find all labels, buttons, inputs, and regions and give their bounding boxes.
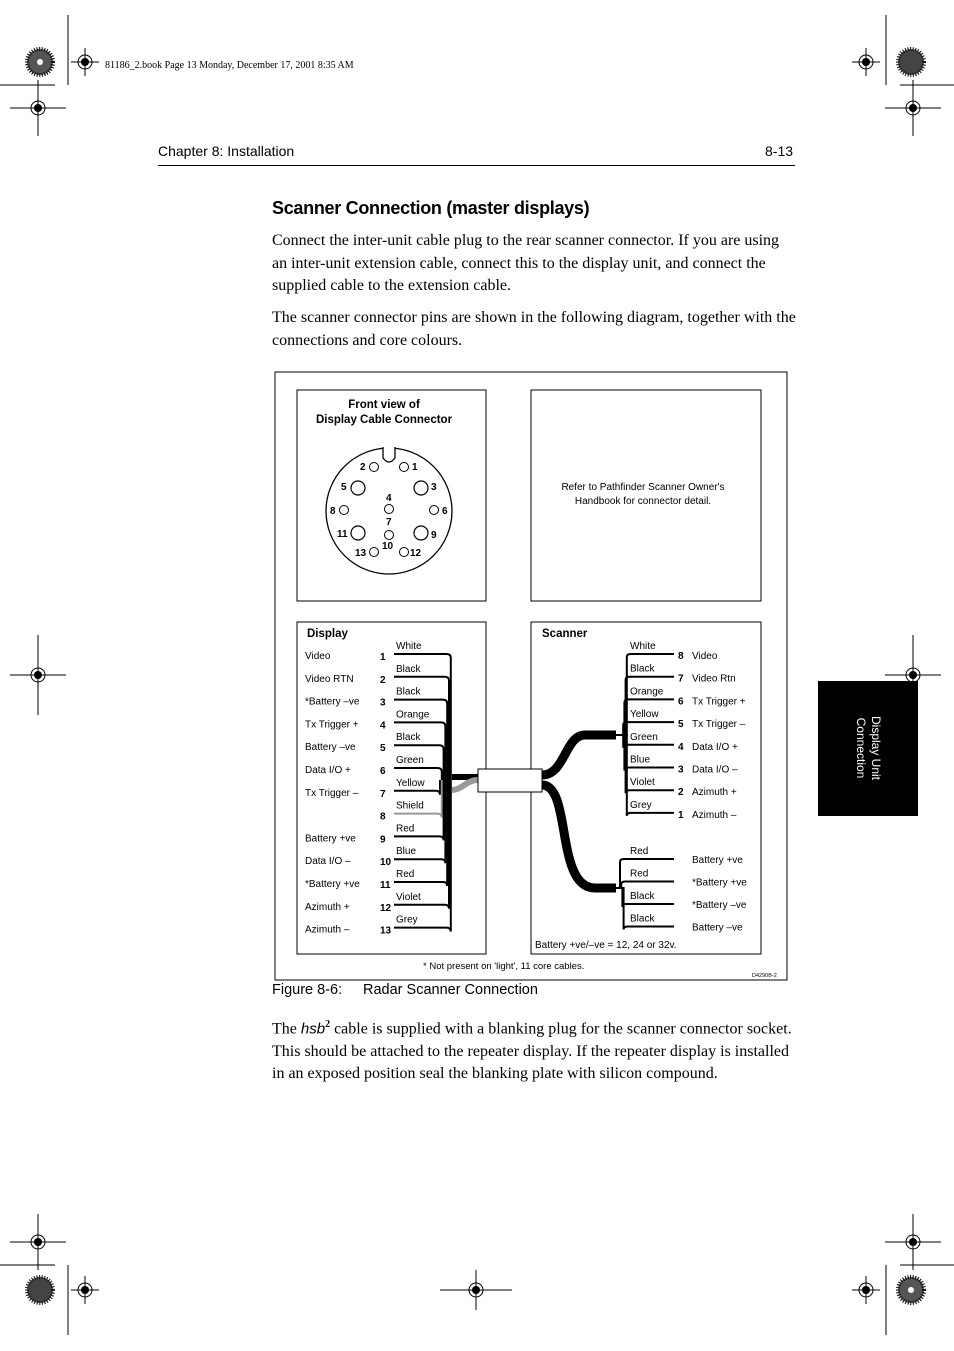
scanner-pin-number: 3 [678,764,684,776]
figure-caption: Radar Scanner Connection [363,982,538,998]
display-signal-label: Data I/O + [305,765,351,776]
scanner-pin-number: 1 [678,809,684,821]
drawing-code: D4290B-2 [752,973,777,979]
scanner-signal-label: Azimuth + [692,787,737,799]
scanner-signal-label: Video Rtn [692,673,736,685]
scanner-wire-color-label: Black [630,913,655,925]
connector-title-1: Front view of [348,399,420,411]
pin-label: 12 [410,548,422,559]
pin-label: 11 [337,529,348,540]
display-wire-color-label: Black [396,732,421,744]
scanner-signal-label: *Battery +ve [692,877,747,889]
scanner-wire-color-label: Black [630,663,655,675]
section-title: Scanner Connection (master displays) [272,198,590,218]
closing-text-start: The [272,1020,301,1038]
scanner-signal-label: Tx Trigger + [692,696,746,708]
display-signal-label: Tx Trigger + [305,719,359,731]
scanner-wire-color-label: Red [630,868,649,880]
page-number: 8-13 [765,143,794,159]
display-pin-number: 3 [380,697,386,709]
scanner-signal-label: Data I/O + [692,741,738,753]
display-wire [394,722,445,780]
display-signal-label: Video [305,651,331,662]
scanner-pin-number: 8 [678,651,684,662]
paragraph-1: Connect the inter-unit cable plug to the rear scanner connector. If you are using an inter-unit extension cable, connect this to the display unit, and connect the supplied cable to the extension cable. [272,232,780,294]
display-pin-number: 6 [380,766,386,777]
scanner-wire-color-label: Grey [630,799,652,811]
scanner-pin-number: 5 [678,719,684,731]
cable-bundle [452,735,616,888]
scanner-signal-label: Battery +ve [692,855,743,866]
voltage-note: Battery +ve/–ve = 12, 24 or 32v. [535,940,677,951]
pin-label: 2 [360,462,366,473]
display-wire-color-label: Yellow [396,777,425,789]
connector-face [326,447,452,574]
scanner-heading: Scanner [542,628,588,640]
display-pin-number: 1 [380,652,386,663]
display-pin-number: 2 [380,674,386,686]
closing-paragraph [272,1014,797,1086]
scanner-pin-number: 7 [678,673,684,685]
scanner-pin-number: 2 [678,787,684,799]
scanner-ref-line-2: Handbook for connector detail. [574,496,712,507]
scanner-signal-label: Azimuth – [692,809,737,821]
display-wire-color-label: Grey [396,914,418,926]
display-pin-number: 7 [380,788,386,800]
pin-label: 6 [442,506,448,517]
display-pin-number: 5 [380,743,386,755]
display-pin-number: 11 [380,880,391,891]
hsb-term: hsb [300,1020,326,1038]
scanner-wire-color-label: White [630,641,656,652]
display-signal-label: *Battery +ve [305,879,360,890]
display-wire-color-label: Black [396,663,421,675]
pin-label: 10 [382,541,394,552]
scanner-signal-label: *Battery –ve [692,900,747,911]
scanner-wire-color-label: Black [630,891,655,902]
scanner-wire-color-label: Violet [630,777,655,789]
pin-label: 9 [431,530,437,541]
figure-number: Figure 8-6: [272,982,343,998]
scanner-wire-color-label: Green [630,731,658,743]
display-wire-color-label: Violet [396,891,421,903]
display-pin-number: 8 [380,811,386,823]
scanner-signal-label: Battery –ve [692,922,743,934]
display-signal-label: Battery –ve [305,742,356,754]
display-wire [394,777,449,909]
display-wire-color-label: Red [396,869,415,880]
scanner-pin-number: 4 [678,741,684,753]
side-tab [818,681,918,816]
scanner-wire-color-label: Yellow [630,709,659,721]
pin-label: 13 [355,548,367,559]
display-wire-color-label: Shield [396,800,424,812]
display-heading: Display [307,628,348,640]
display-wire-color-label: Orange [396,709,430,721]
pin-label: 1 [412,462,418,473]
display-pin-number: 10 [380,857,392,869]
display-wire-color-label: Green [396,755,424,766]
scanner-signal-label: Data I/O – [692,764,738,776]
display-signal-label: Data I/O – [305,856,351,868]
scanner-wire-color-label: Blue [630,754,651,766]
scanner-pin-number: 6 [678,696,684,708]
display-pin-number: 9 [380,834,386,846]
display-wire-color-label: White [396,641,422,652]
display-signal-label: Video RTN [305,673,354,685]
side-tab-line-2: Connection [854,717,868,779]
scanner-signal-label: Video [692,651,718,662]
connector-title-2: Display Cable Connector [315,414,453,426]
paragraph-2: The scanner connector pins are shown in the following diagram, together with the connections and core colours. [272,309,796,349]
display-signal-label: Battery +ve [305,833,356,845]
side-tab-line-1: Display Unit [869,715,883,781]
display-pin-number: 4 [380,720,386,732]
display-signal-label: Azimuth – [305,924,350,936]
display-pin-number: 12 [380,902,392,914]
display-wire-color-label: Black [396,686,421,698]
footnote: * Not present on 'light', 11 core cables. [423,961,585,972]
side-tab-label [853,683,883,813]
display-wire-color-label: Red [396,823,415,835]
pin-label: 8 [330,506,336,517]
pin-label: 5 [341,482,347,493]
display-signal-label: Tx Trigger – [305,787,359,799]
display-signal-label: Azimuth + [305,901,350,913]
display-pin-number: 13 [380,925,392,937]
book-info: 81186_2.book Page 13 Monday, December 17, 2001 8:35 AM [105,60,354,71]
pin-label: 3 [431,482,437,493]
inline-connector [478,769,542,792]
closing-text-end: cable is supplied with a blanking plug for the scanner connector socket. This should be attached to the repeater display. If the repeater display is installed in an exposed position seal the blanking plate with silicon compound. [272,1020,792,1083]
hsb-superscript: 2 [325,1019,331,1030]
scanner-wire-color-label: Orange [630,686,664,698]
chapter-header: Chapter 8: Installation [158,143,295,159]
display-wire-color-label: Blue [396,846,417,858]
pin-label: 7 [386,517,392,528]
scanner-wire [616,882,674,889]
display-signal-label: *Battery –ve [305,696,360,708]
scanner-ref-line-1: Refer to Pathfinder Scanner Owner's [561,482,725,493]
pin-label: 4 [386,493,392,504]
scanner-wire-color-label: Red [630,846,649,857]
scanner-signal-label: Tx Trigger – [692,719,746,731]
